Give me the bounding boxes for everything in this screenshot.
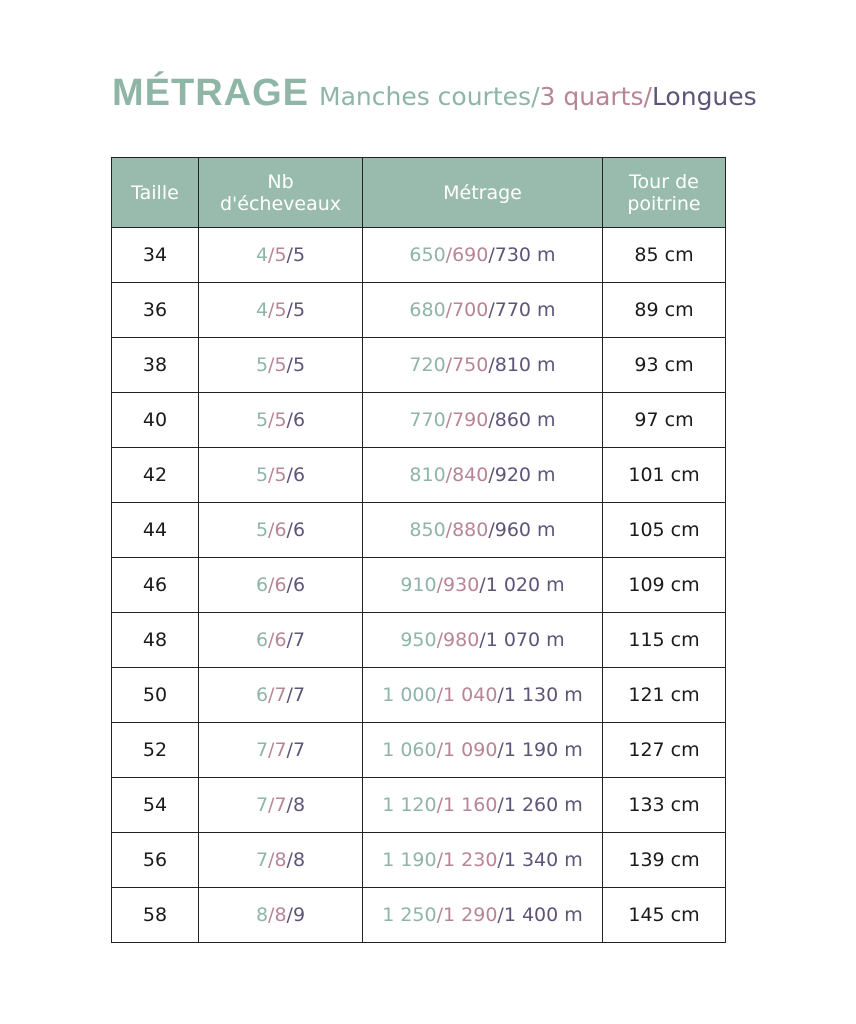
skeins-three-quarter: 6	[274, 574, 287, 596]
length-long: 810 m	[494, 354, 556, 376]
skeins-short: 4	[255, 299, 269, 321]
value-separator: /	[286, 684, 293, 706]
skeins-short: 8	[255, 904, 269, 926]
value-separator: /	[436, 629, 444, 651]
chest-cell: 109 cm	[603, 558, 726, 613]
length-cell	[363, 888, 603, 943]
length-short: 1 060	[382, 739, 437, 761]
skeins-short: 7	[255, 794, 269, 816]
skeins-short: 5	[255, 519, 269, 541]
value-separator: /	[268, 299, 275, 321]
yardage-table	[111, 157, 726, 943]
value-separator: /	[268, 519, 275, 541]
length-short: 770	[409, 409, 446, 431]
length-three-quarter: 980	[443, 629, 480, 651]
length-short: 810	[409, 464, 446, 486]
length-three-quarter: 790	[452, 409, 489, 431]
chest-cell: 105 cm	[603, 503, 726, 558]
table-body	[112, 228, 726, 943]
length-short: 720	[409, 354, 446, 376]
skeins-short: 5	[255, 464, 269, 486]
length-cell	[363, 558, 603, 613]
length-short: 910	[400, 574, 437, 596]
title-main: MÉTRAGE	[112, 72, 309, 114]
skeins-short: 4	[255, 244, 269, 266]
value-separator: /	[445, 519, 453, 541]
size-cell: 48	[112, 613, 199, 668]
size-cell: 56	[112, 833, 199, 888]
skeins-three-quarter: 6	[274, 519, 287, 541]
table-row	[112, 668, 726, 723]
chest-cell: 145 cm	[603, 888, 726, 943]
header-skeins	[199, 158, 363, 228]
skeins-long: 7	[292, 739, 306, 761]
table-row	[112, 778, 726, 833]
value-separator: /	[436, 849, 444, 871]
length-three-quarter: 1 230	[443, 849, 498, 871]
value-separator: /	[488, 354, 495, 376]
skeins-cell	[199, 283, 363, 338]
table-row	[112, 448, 726, 503]
table-header-row	[112, 158, 726, 228]
value-separator: /	[268, 684, 275, 706]
length-short: 1 250	[382, 904, 437, 926]
skeins-short: 6	[255, 574, 269, 596]
value-separator: /	[268, 244, 275, 266]
size-cell: 34	[112, 228, 199, 283]
length-cell	[363, 393, 603, 448]
length-three-quarter: 1 290	[443, 904, 498, 926]
value-separator: /	[488, 409, 495, 431]
value-separator: /	[286, 244, 293, 266]
header-skeins-line1: Nb	[267, 170, 294, 193]
table-row	[112, 393, 726, 448]
length-cell	[363, 613, 603, 668]
value-separator: /	[436, 794, 444, 816]
length-long: 1 070 m	[485, 629, 565, 651]
skeins-three-quarter: 7	[274, 739, 287, 761]
skeins-long: 8	[292, 849, 306, 871]
skeins-long: 7	[292, 684, 306, 706]
length-cell	[363, 228, 603, 283]
value-separator: /	[286, 574, 293, 596]
length-three-quarter: 1 090	[443, 739, 498, 761]
skeins-cell	[199, 448, 363, 503]
table-row	[112, 888, 726, 943]
skeins-long: 6	[292, 409, 306, 431]
value-separator: /	[268, 409, 275, 431]
skeins-short: 6	[255, 629, 269, 651]
skeins-long: 5	[292, 244, 306, 266]
skeins-cell	[199, 888, 363, 943]
size-cell: 58	[112, 888, 199, 943]
length-three-quarter: 840	[452, 464, 489, 486]
value-separator: /	[268, 904, 275, 926]
length-three-quarter: 1 040	[443, 684, 498, 706]
skeins-long: 9	[292, 904, 306, 926]
skeins-long: 6	[292, 519, 306, 541]
size-cell: 54	[112, 778, 199, 833]
skeins-long: 6	[292, 574, 306, 596]
length-long: 770 m	[494, 299, 556, 321]
value-separator: /	[436, 684, 444, 706]
value-separator: /	[436, 904, 444, 926]
value-separator: /	[479, 629, 486, 651]
table-row	[112, 558, 726, 613]
table-row	[112, 723, 726, 778]
value-separator: /	[268, 739, 275, 761]
table-row	[112, 228, 726, 283]
length-long: 1 190 m	[503, 739, 583, 761]
length-cell	[363, 778, 603, 833]
length-cell	[363, 283, 603, 338]
value-separator: /	[479, 574, 486, 596]
length-cell	[363, 448, 603, 503]
skeins-long: 5	[292, 299, 306, 321]
value-separator: /	[488, 299, 495, 321]
size-cell: 38	[112, 338, 199, 393]
skeins-cell	[199, 558, 363, 613]
length-long: 1 340 m	[503, 849, 583, 871]
skeins-three-quarter: 5	[274, 409, 287, 431]
header-skeins-line2: d'écheveaux	[219, 192, 341, 215]
skeins-three-quarter: 8	[274, 904, 287, 926]
length-short: 1 000	[382, 684, 437, 706]
value-separator: /	[445, 464, 453, 486]
value-separator: /	[488, 244, 495, 266]
title-sleeve-mid: 3 quarts	[539, 82, 644, 111]
skeins-three-quarter: 5	[274, 464, 287, 486]
chest-cell: 93 cm	[603, 338, 726, 393]
length-three-quarter: 690	[452, 244, 489, 266]
header-chest-line1: Tour de	[629, 170, 699, 193]
value-separator: /	[497, 794, 504, 816]
header-chest	[603, 158, 726, 228]
size-cell: 46	[112, 558, 199, 613]
length-short: 1 190	[382, 849, 437, 871]
value-separator: /	[488, 464, 495, 486]
value-separator: /	[445, 354, 453, 376]
size-cell: 52	[112, 723, 199, 778]
chest-cell: 97 cm	[603, 393, 726, 448]
table-row	[112, 338, 726, 393]
size-cell: 36	[112, 283, 199, 338]
skeins-long: 6	[292, 464, 306, 486]
length-three-quarter: 700	[452, 299, 489, 321]
length-short: 680	[409, 299, 446, 321]
value-separator: /	[497, 684, 504, 706]
value-separator: /	[286, 849, 293, 871]
length-three-quarter: 930	[443, 574, 480, 596]
value-separator: /	[268, 849, 275, 871]
length-long: 1 400 m	[503, 904, 583, 926]
value-separator: /	[286, 794, 293, 816]
title-sleeve-types	[319, 82, 757, 111]
value-separator: /	[497, 739, 504, 761]
length-three-quarter: 750	[452, 354, 489, 376]
skeins-cell	[199, 613, 363, 668]
chest-cell: 139 cm	[603, 833, 726, 888]
skeins-cell	[199, 833, 363, 888]
chest-cell: 115 cm	[603, 613, 726, 668]
value-separator: /	[268, 629, 275, 651]
chest-cell: 121 cm	[603, 668, 726, 723]
skeins-cell	[199, 228, 363, 283]
length-short: 850	[409, 519, 446, 541]
value-separator: /	[436, 574, 444, 596]
length-long: 1 260 m	[503, 794, 583, 816]
chest-cell: 89 cm	[603, 283, 726, 338]
length-short: 1 120	[382, 794, 437, 816]
length-cell	[363, 668, 603, 723]
chest-cell: 101 cm	[603, 448, 726, 503]
value-separator: /	[268, 574, 275, 596]
value-separator: /	[286, 739, 293, 761]
skeins-three-quarter: 5	[274, 354, 287, 376]
value-separator: /	[286, 519, 293, 541]
skeins-cell	[199, 723, 363, 778]
size-cell: 50	[112, 668, 199, 723]
value-separator: /	[445, 244, 453, 266]
skeins-long: 7	[292, 629, 306, 651]
value-separator: /	[286, 354, 293, 376]
skeins-three-quarter: 5	[274, 299, 287, 321]
value-separator: /	[268, 354, 275, 376]
chest-cell: 133 cm	[603, 778, 726, 833]
chest-cell: 127 cm	[603, 723, 726, 778]
skeins-three-quarter: 8	[274, 849, 287, 871]
length-long: 960 m	[494, 519, 556, 541]
value-separator: /	[488, 519, 495, 541]
length-three-quarter: 1 160	[443, 794, 498, 816]
skeins-short: 7	[255, 849, 269, 871]
skeins-three-quarter: 7	[274, 684, 287, 706]
title-sleeve-short: Manches courtes	[319, 82, 532, 111]
skeins-cell	[199, 338, 363, 393]
skeins-short: 7	[255, 739, 269, 761]
skeins-long: 5	[292, 354, 306, 376]
skeins-cell	[199, 503, 363, 558]
page-title	[112, 72, 757, 124]
value-separator: /	[286, 464, 293, 486]
chest-cell: 85 cm	[603, 228, 726, 283]
length-long: 1 020 m	[485, 574, 565, 596]
skeins-three-quarter: 7	[274, 794, 287, 816]
length-long: 1 130 m	[503, 684, 583, 706]
value-separator: /	[497, 904, 504, 926]
title-separator: /	[531, 82, 540, 111]
value-separator: /	[497, 849, 504, 871]
value-separator: /	[445, 409, 453, 431]
header-chest-line2: poitrine	[627, 192, 701, 215]
skeins-short: 6	[255, 684, 269, 706]
length-long: 730 m	[494, 244, 556, 266]
size-cell: 42	[112, 448, 199, 503]
value-separator: /	[268, 464, 275, 486]
skeins-cell	[199, 668, 363, 723]
header-size: Taille	[112, 158, 199, 228]
length-cell	[363, 833, 603, 888]
skeins-cell	[199, 393, 363, 448]
size-cell: 40	[112, 393, 199, 448]
header-length: Métrage	[363, 158, 603, 228]
table-row	[112, 503, 726, 558]
skeins-short: 5	[255, 354, 269, 376]
value-separator: /	[286, 299, 293, 321]
value-separator: /	[286, 629, 293, 651]
length-short: 950	[400, 629, 437, 651]
skeins-short: 5	[255, 409, 269, 431]
length-long: 920 m	[494, 464, 556, 486]
title-sleeve-long: Longues	[651, 82, 757, 111]
size-cell: 44	[112, 503, 199, 558]
table-row	[112, 283, 726, 338]
skeins-three-quarter: 6	[274, 629, 287, 651]
table-row	[112, 833, 726, 888]
value-separator: /	[436, 739, 444, 761]
length-cell	[363, 338, 603, 393]
length-long: 860 m	[494, 409, 556, 431]
length-cell	[363, 723, 603, 778]
skeins-long: 8	[292, 794, 306, 816]
skeins-cell	[199, 778, 363, 833]
length-short: 650	[409, 244, 446, 266]
length-cell	[363, 503, 603, 558]
table-row	[112, 613, 726, 668]
value-separator: /	[445, 299, 453, 321]
value-separator: /	[286, 409, 293, 431]
value-separator: /	[268, 794, 275, 816]
skeins-three-quarter: 5	[274, 244, 287, 266]
length-three-quarter: 880	[452, 519, 489, 541]
title-separator: /	[643, 82, 652, 111]
value-separator: /	[286, 904, 293, 926]
